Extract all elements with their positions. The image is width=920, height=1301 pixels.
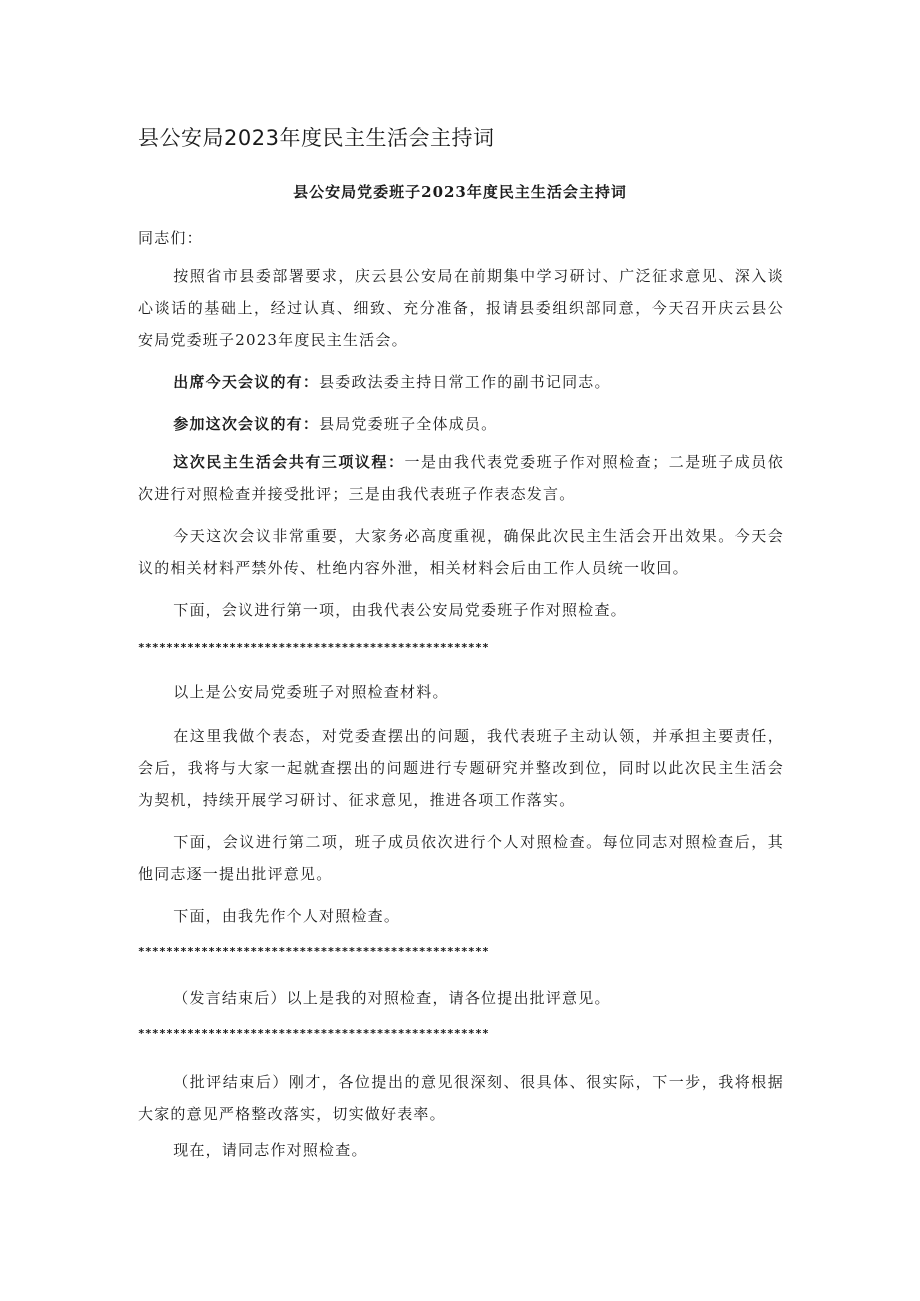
participants-text: 县局党委班子全体成员。	[319, 415, 498, 433]
attendees-text: 县委政法委主持日常工作的副书记同志。	[319, 373, 611, 391]
paragraph-agenda	[138, 446, 784, 510]
paragraph-item-one: 下面，会议进行第一项，由我代表公安局党委班子作对照检查。	[173, 601, 627, 619]
paragraph-after-speech: （发言结束后）以上是我的对照检查，请各位提出批评意见。	[173, 989, 611, 1007]
paragraph-item-two: 下面，会议进行第二项，班子成员依次进行个人对照检查。每位同志对照检查后，其他同志逐一提出批评意见。	[138, 833, 784, 883]
attendees-label: 出席今天会议的有：	[173, 373, 320, 391]
separator-2: **************************************************	[138, 945, 490, 958]
paragraph-personal-check: 下面，由我先作个人对照检查。	[173, 907, 401, 925]
paragraph-next-speaker: 现在，请同志作对照检查。	[173, 1141, 368, 1159]
paragraph-participants	[138, 408, 784, 440]
paragraph-materials: 以上是公安局党委班子对照检查材料。	[173, 683, 449, 701]
paragraph-statement: 在这里我做个表态，对党委查摆出的问题，我代表班子主动认领，并承担主要责任，会后，我将与大家一起就查摆出的问题进行专题研究并整改到位，同时以此次民主生活会为契机，持续开展学习研讨、征求意见，推进各项工作落实。	[138, 727, 784, 809]
paragraph-importance: 今天这次会议非常重要，大家务必高度重视，确保此次民主生活会开出效果。今天会议的相关材料严禁外传、杜绝内容外泄，相关材料会后由工作人员统一收回。	[138, 527, 784, 577]
paragraph-intro: 按照省市县委部署要求，庆云县公安局在前期集中学习研讨、广泛征求意见、深入谈心谈话的基础上，经过认真、细致、充分准备，报请县委组织部同意，今天召开庆云县公安局党委班子2023年度民主生活会。	[138, 267, 784, 349]
participants-label: 参加这次会议的有：	[173, 415, 320, 433]
agenda-label: 这次民主生活会共有三项议程：	[173, 453, 405, 471]
agenda-text: 一是由我代表党委班子作对照检查；二是班子成员依次进行对照检查并接受批评；三是由我代表班子作表态发言。	[138, 453, 784, 503]
separator-1: **************************************************	[138, 641, 490, 654]
paragraph-attendees	[138, 366, 784, 398]
document-title: 县公安局2023年度民主生活会主持词	[138, 126, 495, 150]
document-subtitle: 县公安局党委班子2023年度民主生活会主持词	[293, 183, 627, 201]
greeting: 同志们：	[138, 229, 203, 247]
separator-3: **************************************************	[138, 1027, 490, 1040]
paragraph-after-criticism: （批评结束后）刚才，各位提出的意见很深刻、很具体、很实际，下一步，我将根据大家的意见严格整改落实，切实做好表率。	[138, 1073, 784, 1123]
